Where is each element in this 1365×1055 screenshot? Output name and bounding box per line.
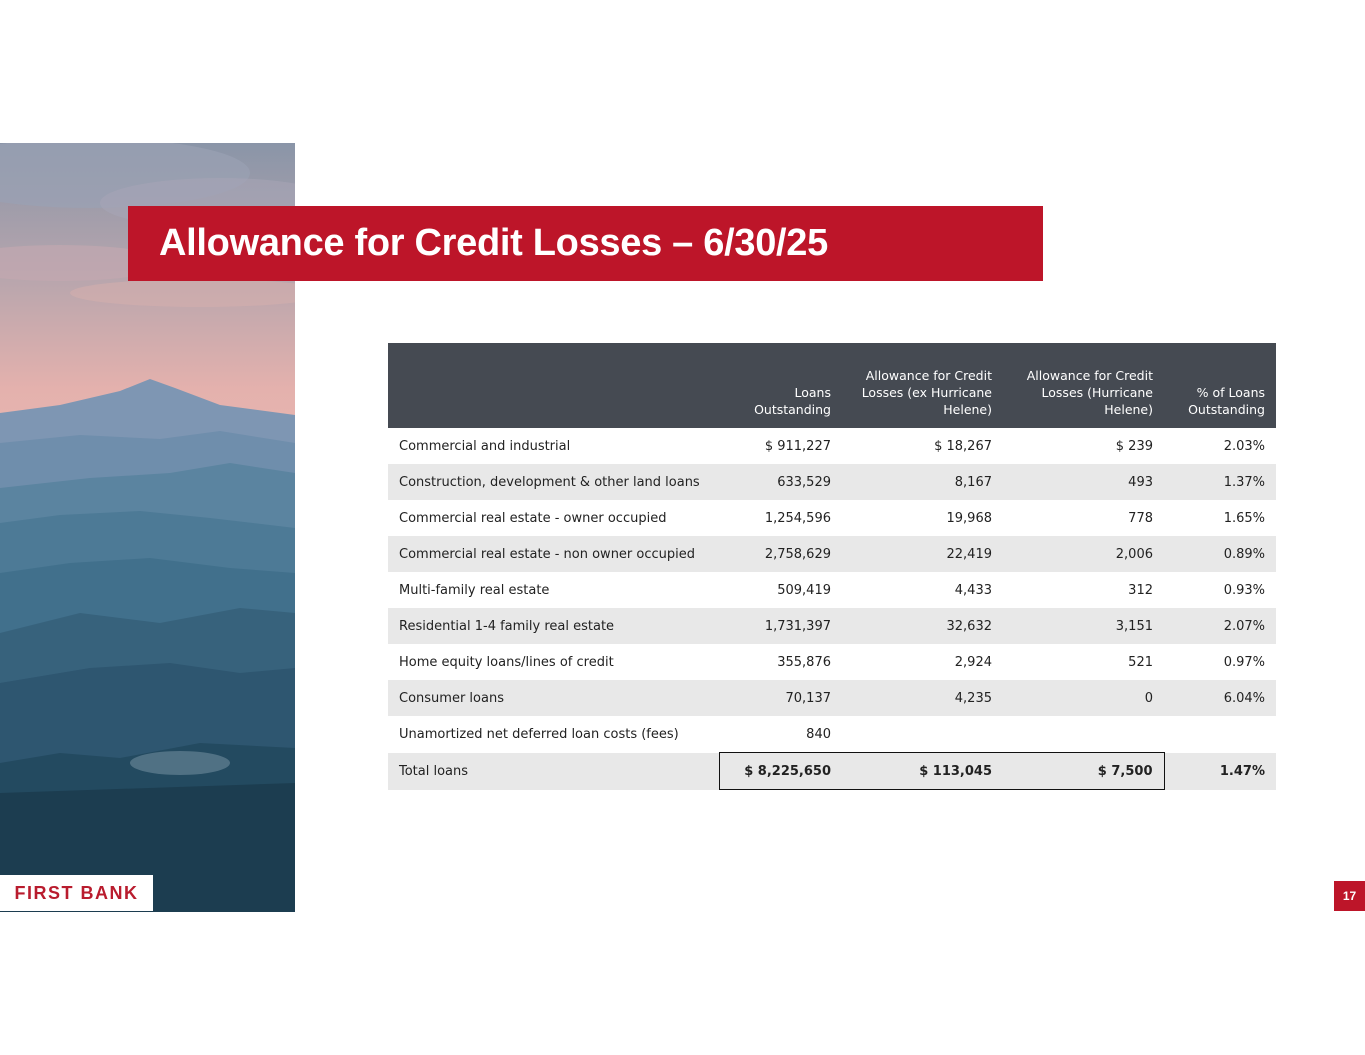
header-label-column [388,343,719,428]
page-number: 17 [1334,881,1365,911]
header-acl-hurricane: Allowance for Credit Losses (Hurricane Helene) [1003,343,1164,428]
table-row: Commercial real estate - non owner occupied 2,758,629 22,419 2,006 0.89% [388,536,1276,572]
header-loans-outstanding: Loans Outstanding [719,343,842,428]
allowance-table [388,343,1276,790]
table-row: Unamortized net deferred loan costs (fees) 840 [399,726,831,742]
table-header-row [388,343,1276,428]
table-total-row: Total loans $ 8,225,650 $ 113,045 $ 7,500 1.47% [388,753,1276,790]
table-row: Construction, development & other land loans 633,529 8,167 493 1.37% [388,464,1276,500]
table-row: Residential 1-4 family real estate 1,731,397 32,632 3,151 2.07% [388,608,1276,644]
table-row: Multi-family real estate 509,419 4,433 312 0.93% [399,582,1265,598]
table-row: Commercial real estate - owner occupied 1,254,596 19,968 778 1.65% [399,510,1265,526]
brand-name: FIRST BANK [14,882,139,903]
header-pct-loans: % of Loans Outstanding [1164,343,1276,428]
header-acl-ex-hurricane: Allowance for Credit Losses (ex Hurricane Helene) [842,343,1003,428]
table-row: Consumer loans 70,137 4,235 0 6.04% [388,680,1276,716]
title-banner [128,206,1043,281]
table-row: Home equity loans/lines of credit 355,876 2,924 521 0.97% [399,654,1265,670]
first-bank-logo [0,875,153,911]
table-row: Commercial and industrial $ 911,227 $ 18,267 $ 239 2.03% [399,438,1265,454]
page-title: Allowance for Credit Losses – 6/30/25 [159,222,828,264]
